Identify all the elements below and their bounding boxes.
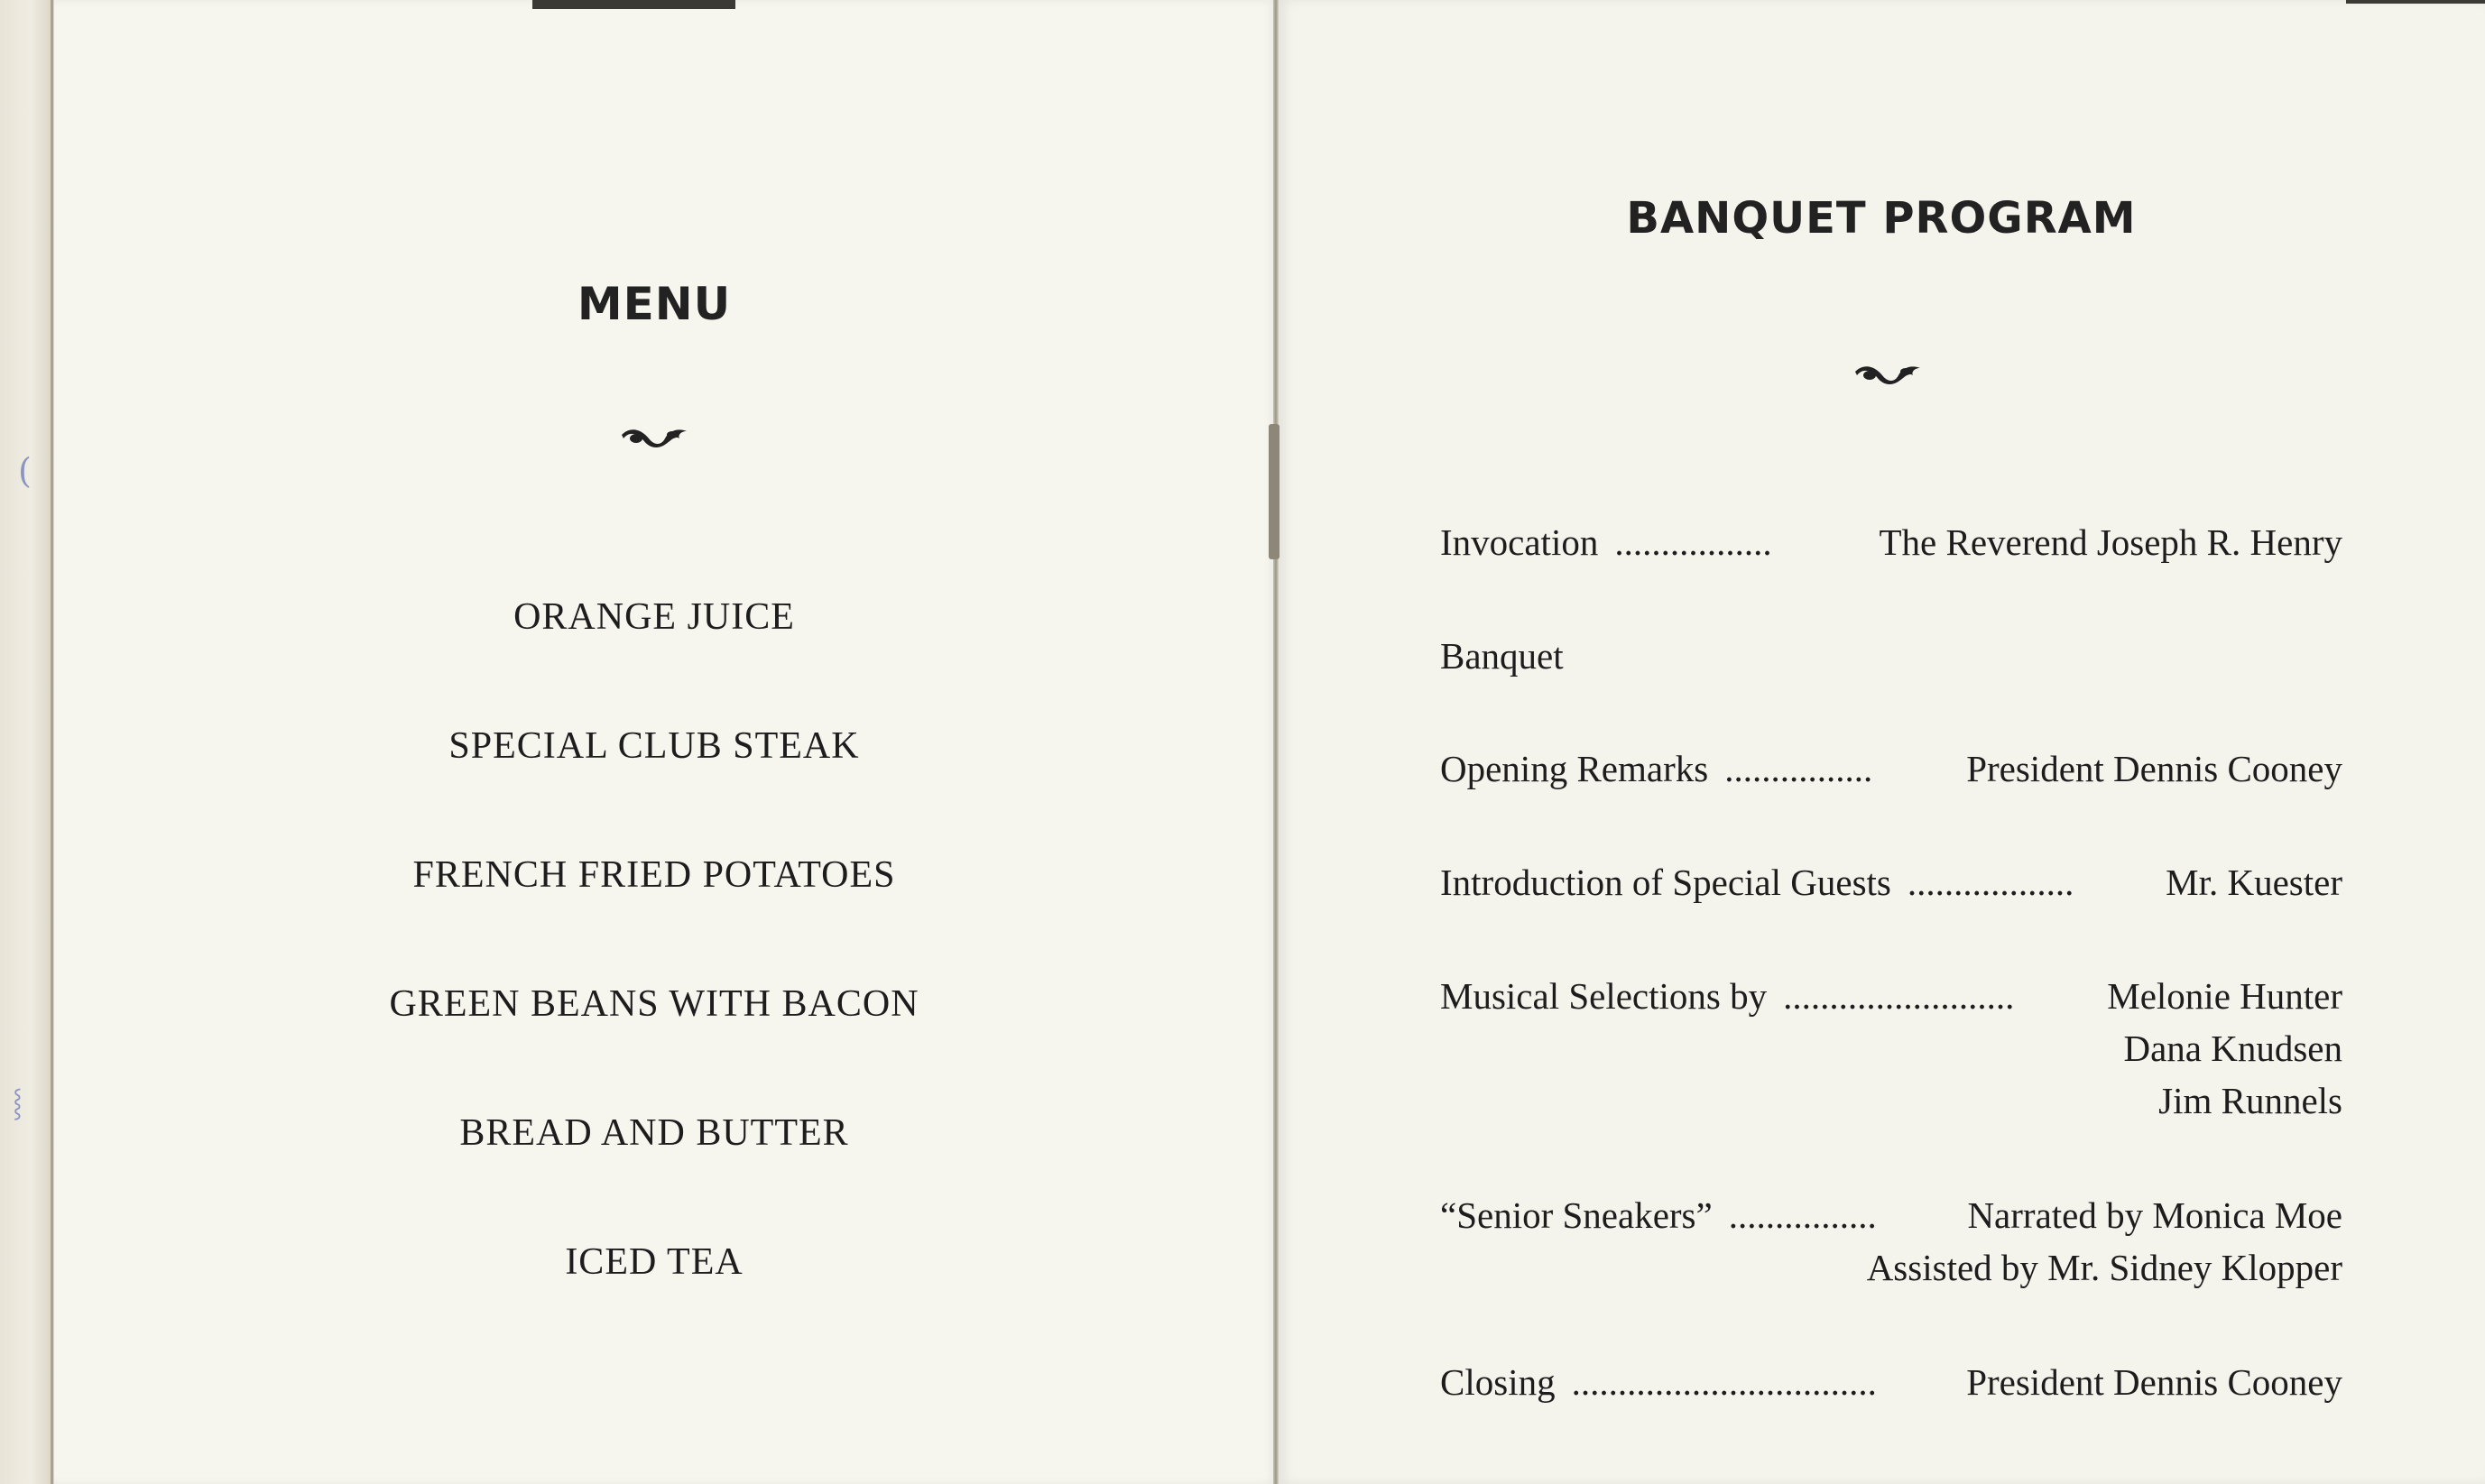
- program-entry-person: Mr. Kuester: [2166, 862, 2342, 903]
- pen-mark: (: [18, 451, 32, 491]
- program-entry: [1440, 742, 2342, 795]
- program-entry-label: Closing: [1440, 1361, 1556, 1403]
- program-entry-person: Dana Knudsen: [2123, 1028, 2342, 1069]
- dot-leader: .................: [1614, 521, 1772, 563]
- pen-mark: ⸾: [13, 1087, 23, 1119]
- program-entry-person: The Reverend Joseph R. Henry: [1879, 521, 2342, 563]
- menu-item: SPECIAL CLUB STEAK: [448, 725, 860, 767]
- program-entry-label: Introduction of Special Guests: [1440, 862, 1891, 903]
- menu-item: GREEN BEANS WITH BACON: [389, 983, 919, 1025]
- program-entry: [1440, 1356, 2342, 1408]
- dot-leader: .................................: [1571, 1361, 1877, 1403]
- top-binding-tab: [532, 0, 735, 9]
- menu-list: [0, 590, 1308, 1364]
- program-entry-label: Opening Remarks: [1440, 748, 1709, 789]
- program-entry-person: Narrated by Monica Moe: [1967, 1194, 2342, 1236]
- menu-title: MENU: [577, 278, 732, 330]
- program-title: BANQUET PROGRAM: [1626, 193, 2137, 244]
- staple: [1269, 424, 1279, 559]
- program-entry-person: Assisted by Mr. Sidney Klopper: [1866, 1247, 2342, 1288]
- program-entry-person: President Dennis Cooney: [1966, 1361, 2342, 1403]
- dot-leader: ................: [1728, 1194, 1877, 1236]
- dot-leader: .........................: [1783, 975, 2015, 1017]
- program-entry: [1440, 630, 2342, 682]
- program-entry-label: Banquet: [1440, 635, 1564, 677]
- program-entry: [1440, 856, 2342, 908]
- menu-item: ORANGE JUICE: [513, 596, 795, 638]
- program-entry: [1440, 970, 2342, 1127]
- program-entry-person: Melonie Hunter: [2107, 975, 2342, 1017]
- menu-item: ICED TEA: [565, 1241, 744, 1283]
- menu-item: BREAD AND BUTTER: [459, 1112, 849, 1154]
- top-binding-tab: [2346, 0, 2485, 4]
- menu-item: FRENCH FRIED POTATOES: [412, 854, 896, 896]
- program-entry-person: President Dennis Cooney: [1966, 748, 2342, 789]
- program-entry-person: Jim Runnels: [2158, 1080, 2342, 1121]
- scroll-flourish-icon: [618, 422, 690, 453]
- program-entry-label: Invocation: [1440, 521, 1599, 563]
- program-entry: [1440, 1189, 2342, 1294]
- dot-leader: ..................: [1907, 862, 2074, 903]
- dot-leader: ................: [1724, 748, 1873, 789]
- scroll-flourish-icon: [1852, 359, 1924, 390]
- program-entry-label: Musical Selections by: [1440, 975, 1768, 1017]
- program-entry-label: “Senior Sneakers”: [1440, 1194, 1713, 1236]
- program-entry: [1440, 516, 2342, 568]
